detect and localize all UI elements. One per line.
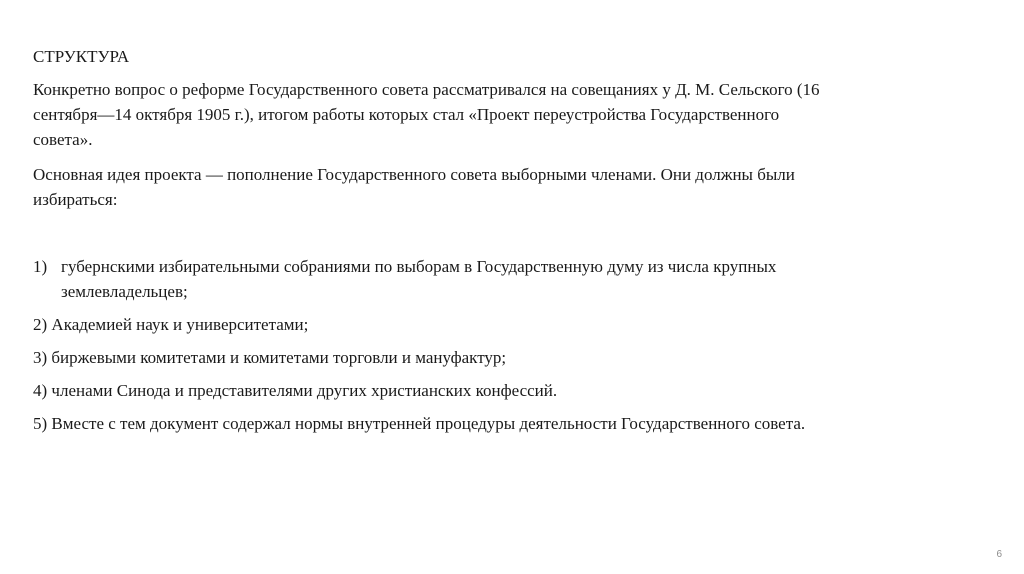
list-item-2: 2) Академией наук и университетами; <box>33 315 309 334</box>
list-item-4: 4) членами Синода и представителями других христианских конфессий. <box>33 381 558 400</box>
slide-heading: СТРУКТУРА <box>33 47 130 66</box>
slide-content <box>33 44 893 444</box>
list-item-1-marker: 1) <box>33 257 48 276</box>
page-number: 6 <box>996 549 1002 560</box>
idea-paragraph: Основная идея проекта — пополнение Государственного совета выборными членами. Они должны были избираться: <box>33 165 795 209</box>
list-item-5: 5) Вместе с тем документ содержал нормы внутренней процедуры деятельности Государственного совета. <box>33 414 806 433</box>
intro-paragraph: Конкретно вопрос о реформе Государственного совета рассматривался на совещаниях у Д. М. Сельского (16 сентября—14 октября 1905 г.), итогом работы которых стал «Проект переустройства Государственного совета». <box>33 80 820 149</box>
list-item-1-text: губернскими избирательными собраниями по выборам в Государственную думу из числа крупных землевладельцев; <box>61 257 777 301</box>
list-item-1 <box>33 254 883 304</box>
list-item-3: 3) биржевыми комитетами и комитетами торговли и мануфактур; <box>33 348 507 367</box>
spacer <box>33 212 893 254</box>
